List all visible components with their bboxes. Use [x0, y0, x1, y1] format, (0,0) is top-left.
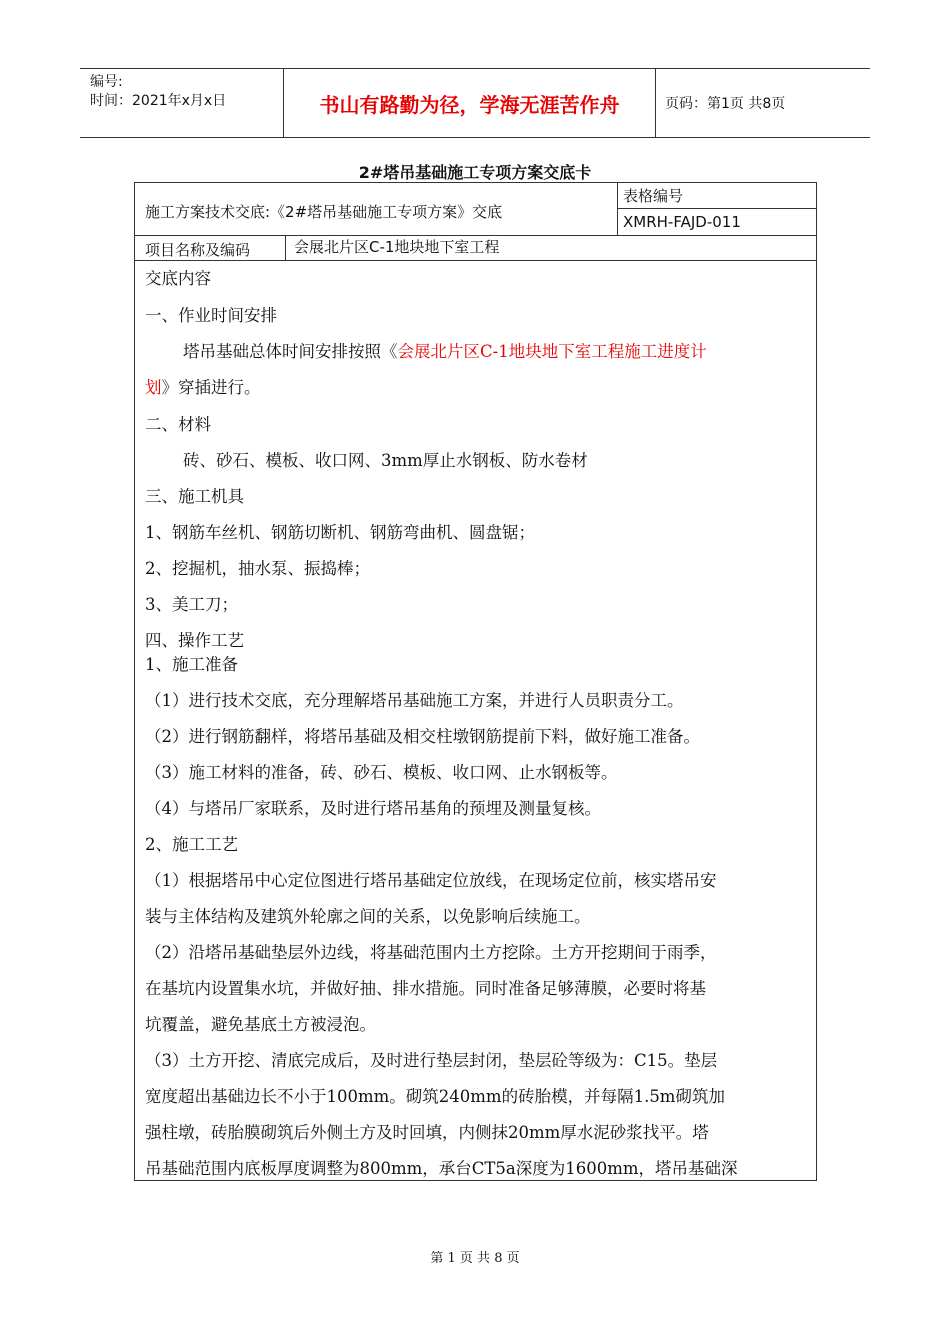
page-footer: 第 1 页 共 8 页	[430, 1251, 520, 1266]
section-1-text	[145, 338, 707, 362]
schedule-plan-ref: 会展北片区C-1地块地下室工程施工进度计	[397, 342, 707, 361]
paragraph-line: 宽度超出基础边长不小于100mm。砌筑240mm的砖胎模，并每隔1.5m砌筑加	[145, 1087, 725, 1106]
form-number-cell	[617, 183, 817, 235]
list-item: （1）进行技术交底，充分理解塔吊基础施工方案，并进行人员职责分工。	[145, 691, 684, 710]
table-row-project	[135, 235, 816, 261]
s1-text-a: 塔吊基础总体时间安排按照《	[183, 342, 398, 361]
section-1-title: 一、作业时间安排	[145, 306, 277, 325]
list-item: 1、钢筋车丝机、钢筋切断机、钢筋弯曲机、圆盘锯；	[145, 523, 535, 542]
list-item: 3、美工刀；	[145, 595, 238, 614]
section-4-2-title: 2、施工工艺	[145, 835, 238, 854]
section-1-text-cont	[145, 374, 261, 398]
list-item: （2）进行钢筋翻样，将塔吊基础及相交柱墩钢筋提前下料，做好施工准备。	[145, 727, 700, 746]
project-name: 会展北片区C-1地块地下室工程	[285, 235, 499, 260]
section-4-title: 四、操作工艺	[145, 631, 244, 650]
time-label: 时间：2021年x月x日	[90, 93, 227, 109]
paragraph-line: 吊基础范围内底板厚度调整为800mm，承台CT5a深度为1600mm，塔吊基础深	[145, 1159, 738, 1178]
number-label: 编号:	[90, 74, 123, 90]
section-2-title: 二、材料	[145, 415, 211, 434]
scheme-label: 施工方案技术交底:《2#塔吊基础施工专项方案》交底	[145, 203, 503, 221]
section-4-1-title: 1、施工准备	[145, 655, 238, 674]
paragraph-line: 在基坑内设置集水坑，并做好抽、排水措施。同时准备足够薄膜，必要时将基	[145, 979, 706, 998]
list-item: （4）与塔吊厂家联系，及时进行塔吊基角的预埋及测量复核。	[145, 799, 601, 818]
schedule-plan-ref-cont: 划	[145, 378, 162, 397]
table-row-scheme	[135, 183, 816, 236]
content-heading: 交底内容	[145, 269, 211, 288]
disclosure-table	[134, 182, 817, 1181]
list-item: （3）施工材料的准备，砖、砂石、模板、收口网、止水钢板等。	[145, 763, 618, 782]
page-header	[80, 68, 870, 138]
paragraph-line: （1）根据塔吊中心定位图进行塔吊基础定位放线，在现场定位前，核实塔吊安	[145, 871, 717, 890]
list-item: 2、挖掘机，抽水泵、振捣棒；	[145, 559, 370, 578]
paragraph-line: （3）土方开挖、清底完成后，及时进行垫层封闭，垫层砼等级为：C15。垫层	[145, 1051, 718, 1070]
document-title: 2#塔吊基础施工专项方案交底卡	[358, 163, 592, 182]
paragraph-line: （2）沿塔吊基础垫层外边线，将基础范围内土方挖除。土方开挖期间于雨季，	[145, 943, 717, 962]
header-page-info: 页码：第1页 共8页	[665, 96, 786, 112]
section-3-title: 三、施工机具	[145, 487, 244, 506]
s1-text-b: 》穿插进行。	[161, 378, 261, 397]
paragraph-line: 坑覆盖，避免基底土方被浸泡。	[145, 1015, 376, 1034]
form-number-label: 表格编号	[618, 183, 817, 209]
project-label: 项目名称及编码	[145, 241, 251, 259]
header-meta	[90, 73, 285, 111]
header-motto: 书山有路勤为径，学海无涯苦作舟	[283, 69, 656, 137]
paragraph-line: 强柱墩，砖胎膜砌筑后外侧土方及时回填，内侧抹20mm厚水泥砂浆找平。塔	[145, 1123, 709, 1142]
form-number-value: XMRH-FAJD-011	[623, 213, 741, 231]
section-2-text: 砖、砂石、模板、收口网、3mm厚止水钢板、防水卷材	[183, 451, 588, 470]
paragraph-line: 装与主体结构及建筑外轮廓之间的关系，以免影响后续施工。	[145, 907, 591, 926]
